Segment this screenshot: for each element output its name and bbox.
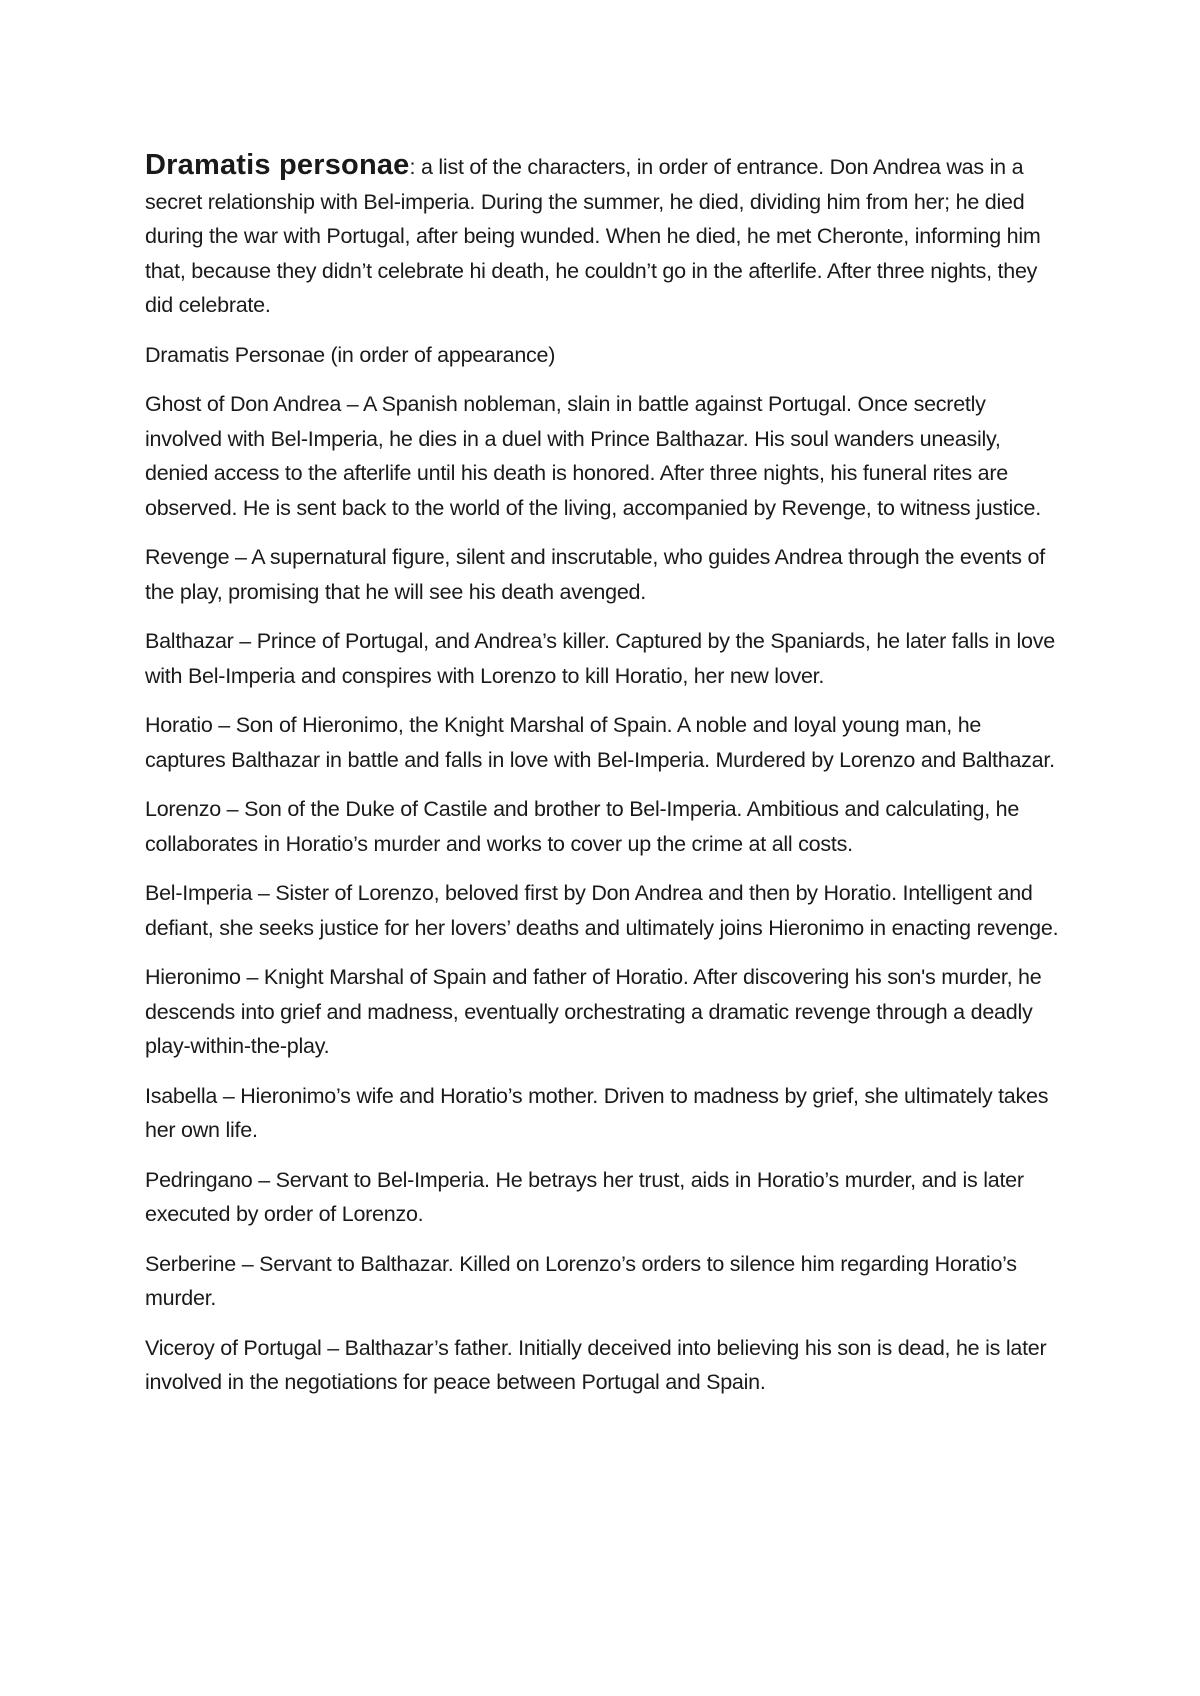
intro-text: : a list of the characters, in order of entrance. Don Andrea was in a secret relationship with Bel-imperia. During the summer, he died, dividing him from her; he died during the war with Portugal, after being wunded. When he died, he met Cheronte, informing him that, because they didn’t celebrate hi death, he couldn’t go in the afterlife. After three nights, they did celebrate. [145, 155, 1041, 317]
character-entry-serberine: Serberine – Servant to Balthazar. Killed on Lorenzo’s orders to silence him regarding Horatio’s murder. [145, 1251, 1017, 1310]
list-heading: Dramatis Personae (in order of appearance) [145, 342, 556, 367]
character-entry-balthazar: Balthazar – Prince of Portugal, and Andrea’s killer. Captured by the Spaniards, he later falls in love with Bel-Imperia and conspires with Lorenzo to kill Horatio, her new lover. [145, 629, 1055, 688]
document-page [145, 148, 1065, 1415]
character-entry-viceroy-of-portugal: Viceroy of Portugal – Balthazar’s father. Initially deceived into believing his son is dead, he is later involved in the negotiations for peace between Portugal and Spain. [145, 1335, 1047, 1394]
character-entry-revenge: Revenge – A supernatural figure, silent and inscrutable, who guides Andrea through the events of the play, promising that he will see his death avenged. [145, 545, 1045, 604]
character-entry-hieronimo: Hieronimo – Knight Marshal of Spain and father of Horatio. After discovering his son's murder, he descends into grief and madness, eventually orchestrating a dramatic revenge through a deadly play-within-the-play. [145, 965, 1042, 1058]
intro-paragraph [145, 148, 1065, 323]
character-entry-lorenzo: Lorenzo – Son of the Duke of Castile and brother to Bel-Imperia. Ambitious and calculating, he collaborates in Horatio’s murder and works to cover up the crime at all costs. [145, 797, 1020, 856]
intro-title: Dramatis personae [145, 149, 410, 181]
character-entry-horatio: Horatio – Son of Hieronimo, the Knight Marshal of Spain. A noble and loyal young man, he captures Balthazar in battle and falls in love with Bel-Imperia. Murdered by Lorenzo and Balthazar. [145, 713, 1055, 772]
character-entry-isabella: Isabella – Hieronimo’s wife and Horatio’s mother. Driven to madness by grief, she ultimately takes her own life. [145, 1083, 1049, 1142]
character-entry-ghost-of-don-andrea: Ghost of Don Andrea – A Spanish nobleman, slain in battle against Portugal. Once secretly involved with Bel-Imperia, he dies in a duel with Prince Balthazar. His soul wanders uneasily, denied access to the afterlife until his death is honored. After three nights, his funeral rites are observed. He is sent back to the world of the living, accompanied by Revenge, to witness justice. [145, 392, 1041, 520]
character-entry-bel-imperia: Bel-Imperia – Sister of Lorenzo, beloved first by Don Andrea and then by Horatio. Intelligent and defiant, she seeks justice for her lovers’ deaths and ultimately joins Hieronimo in enacting revenge. [145, 881, 1059, 940]
character-entry-pedringano: Pedringano – Servant to Bel-Imperia. He betrays her trust, aids in Horatio’s murder, and is later executed by order of Lorenzo. [145, 1167, 1024, 1226]
